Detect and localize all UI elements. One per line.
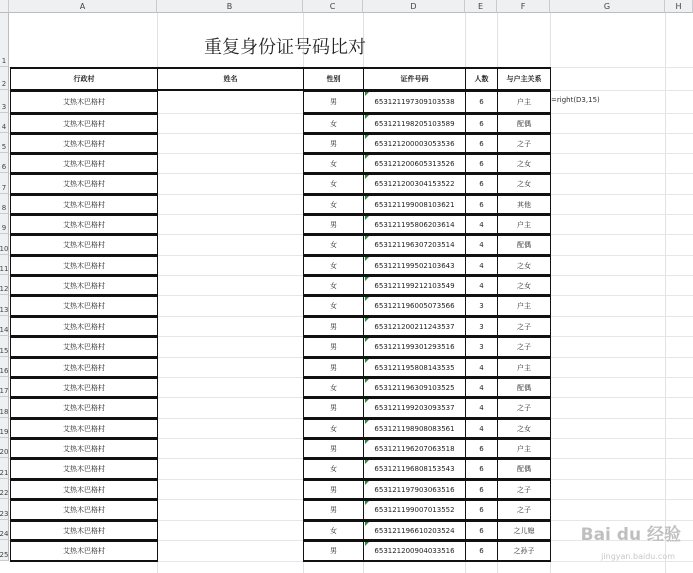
row-header-12[interactable]: 12	[0, 275, 9, 295]
name-cell[interactable]	[157, 173, 304, 195]
name-cell[interactable]	[157, 438, 304, 459]
number-stored-as-text-indicator[interactable]	[365, 216, 369, 220]
count-cell[interactable]: 6	[465, 194, 498, 215]
village-cell[interactable]: 艾热木巴格村	[10, 173, 158, 195]
row-header-2[interactable]: 2	[0, 67, 9, 90]
name-cell[interactable]	[157, 540, 304, 562]
village-cell[interactable]: 艾热木巴格村	[10, 90, 158, 114]
gridline-vertical	[665, 13, 666, 573]
village-cell[interactable]: 艾热木巴格村	[10, 336, 158, 358]
row-header-10[interactable]: 10	[0, 234, 9, 255]
column-header-e[interactable]: E	[465, 0, 497, 13]
gender-cell[interactable]: 女	[303, 173, 364, 195]
column-header-a[interactable]: A	[9, 0, 157, 13]
count-cell[interactable]: 3	[465, 295, 498, 317]
row-header-22[interactable]: 22	[0, 479, 9, 499]
number-stored-as-text-indicator[interactable]	[365, 277, 369, 281]
name-cell[interactable]	[157, 90, 304, 114]
row-header-4[interactable]: 4	[0, 113, 9, 133]
village-cell[interactable]: 艾热木巴格村	[10, 153, 158, 174]
relation-cell[interactable]: 户主	[497, 214, 551, 235]
village-cell[interactable]: 艾热木巴格村	[10, 520, 158, 541]
table-header-cell[interactable]: 姓名	[157, 67, 304, 91]
village-cell[interactable]: 艾热木巴格村	[10, 214, 158, 235]
table-header-cell[interactable]: 性别	[303, 67, 364, 91]
gender-cell[interactable]: 男	[303, 316, 364, 337]
row-header-21[interactable]: 21	[0, 458, 9, 479]
number-stored-as-text-indicator[interactable]	[365, 196, 369, 200]
number-stored-as-text-indicator[interactable]	[365, 257, 369, 261]
name-cell[interactable]	[157, 377, 304, 398]
sheet-title: 重复身份证号码比对	[204, 37, 366, 58]
name-cell[interactable]	[157, 458, 304, 480]
village-cell[interactable]: 艾热木巴格村	[10, 316, 158, 337]
gender-cell[interactable]: 男	[303, 397, 364, 419]
number-stored-as-text-indicator[interactable]	[365, 542, 369, 546]
row-header-7[interactable]: 7	[0, 173, 9, 194]
gender-cell[interactable]: 男	[303, 133, 364, 154]
gender-cell[interactable]: 女	[303, 255, 364, 276]
id-number-cell[interactable]: 653121199502103643	[363, 255, 466, 276]
relation-cell[interactable]: 之女	[497, 418, 551, 439]
table-header-cell[interactable]: 人数	[465, 67, 498, 91]
row-header-6[interactable]: 6	[0, 153, 9, 173]
row-header-3[interactable]: 3	[0, 90, 9, 113]
number-stored-as-text-indicator[interactable]	[365, 359, 369, 363]
name-cell[interactable]	[157, 316, 304, 337]
id-number-cell[interactable]: 653121196005073566	[363, 295, 466, 317]
count-cell[interactable]: 6	[465, 520, 498, 541]
village-cell[interactable]: 艾热木巴格村	[10, 194, 158, 215]
count-cell[interactable]: 6	[465, 113, 498, 134]
id-number-cell[interactable]: 653121197309103538	[363, 90, 466, 114]
gender-cell[interactable]: 男	[303, 90, 364, 114]
gender-cell[interactable]: 女	[303, 194, 364, 215]
relation-cell[interactable]: 之子	[497, 479, 551, 500]
name-cell[interactable]	[157, 418, 304, 439]
gender-cell[interactable]: 女	[303, 520, 364, 541]
id-number-cell[interactable]: 653121196610203524	[363, 520, 466, 541]
id-number-cell[interactable]: 653121200304153522	[363, 173, 466, 195]
village-cell[interactable]: 艾热木巴格村	[10, 255, 158, 276]
id-number-cell[interactable]: 653121196309103525	[363, 377, 466, 398]
village-cell[interactable]: 艾热木巴格村	[10, 540, 158, 562]
relation-cell[interactable]: 之女	[497, 153, 551, 174]
gender-cell[interactable]: 男	[303, 357, 364, 378]
name-cell[interactable]	[157, 153, 304, 174]
row-header-17[interactable]: 17	[0, 377, 9, 397]
number-stored-as-text-indicator[interactable]	[365, 399, 369, 403]
count-cell[interactable]: 4	[465, 234, 498, 256]
gender-cell[interactable]: 男	[303, 438, 364, 459]
count-cell[interactable]: 6	[465, 458, 498, 480]
relation-cell[interactable]: 之孙子	[497, 540, 551, 562]
village-cell[interactable]: 艾热木巴格村	[10, 295, 158, 317]
relation-cell[interactable]: 其他	[497, 194, 551, 215]
village-cell[interactable]: 艾热木巴格村	[10, 133, 158, 154]
number-stored-as-text-indicator[interactable]	[365, 318, 369, 322]
village-cell[interactable]: 艾热木巴格村	[10, 438, 158, 459]
village-cell[interactable]: 艾热木巴格村	[10, 357, 158, 378]
village-cell[interactable]: 艾热木巴格村	[10, 113, 158, 134]
relation-cell[interactable]: 之子	[497, 133, 551, 154]
id-number-cell[interactable]: 653121200003053536	[363, 133, 466, 154]
name-cell[interactable]	[157, 479, 304, 500]
gender-cell[interactable]: 女	[303, 234, 364, 256]
row-header-5[interactable]: 5	[0, 133, 9, 153]
count-cell[interactable]: 4	[465, 377, 498, 398]
relation-cell[interactable]: 户主	[497, 295, 551, 317]
row-header-20[interactable]: 20	[0, 438, 9, 458]
id-number-cell[interactable]: 653121197903063516	[363, 479, 466, 500]
count-cell[interactable]: 4	[465, 418, 498, 439]
id-number-cell[interactable]: 653121196207063518	[363, 438, 466, 459]
id-number-cell[interactable]: 653121200904033516	[363, 540, 466, 562]
gender-cell[interactable]: 女	[303, 153, 364, 174]
row-header-23[interactable]: 23	[0, 499, 9, 520]
row-header-24[interactable]: 24	[0, 520, 9, 540]
relation-cell[interactable]: 之子	[497, 397, 551, 419]
village-cell[interactable]: 艾热木巴格村	[10, 458, 158, 480]
number-stored-as-text-indicator[interactable]	[365, 481, 369, 485]
count-cell[interactable]: 6	[465, 153, 498, 174]
column-header-h[interactable]: H	[665, 0, 693, 13]
number-stored-as-text-indicator[interactable]	[365, 297, 369, 301]
row-header-11[interactable]: 11	[0, 255, 9, 275]
select-all-corner[interactable]	[0, 0, 9, 13]
gender-cell[interactable]: 女	[303, 377, 364, 398]
gender-cell[interactable]: 男	[303, 479, 364, 500]
count-cell[interactable]: 6	[465, 90, 498, 114]
number-stored-as-text-indicator[interactable]	[365, 379, 369, 383]
relation-cell[interactable]: 之儿媳	[497, 520, 551, 541]
count-cell[interactable]: 3	[465, 336, 498, 358]
row-header-18[interactable]: 18	[0, 397, 9, 418]
count-cell[interactable]: 4	[465, 275, 498, 296]
relation-cell[interactable]: 户主	[497, 90, 551, 114]
name-cell[interactable]	[157, 295, 304, 317]
name-cell[interactable]	[157, 275, 304, 296]
row-header-15[interactable]: 15	[0, 336, 9, 357]
name-cell[interactable]	[157, 194, 304, 215]
gender-cell[interactable]: 男	[303, 499, 364, 521]
number-stored-as-text-indicator[interactable]	[365, 135, 369, 139]
formula-cell-g3[interactable]: =right(D3,15)	[551, 96, 600, 104]
id-number-cell[interactable]: 653121199007013552	[363, 499, 466, 521]
number-stored-as-text-indicator[interactable]	[365, 236, 369, 240]
number-stored-as-text-indicator[interactable]	[365, 420, 369, 424]
id-number-cell[interactable]: 653121196808153543	[363, 458, 466, 480]
row-header-16[interactable]: 16	[0, 357, 9, 377]
count-cell[interactable]: 4	[465, 357, 498, 378]
column-header-f[interactable]: F	[497, 0, 550, 13]
id-number-cell[interactable]: 653121196307203514	[363, 234, 466, 256]
count-cell[interactable]: 4	[465, 397, 498, 419]
relation-cell[interactable]: 配偶	[497, 113, 551, 134]
name-cell[interactable]	[157, 113, 304, 134]
number-stored-as-text-indicator[interactable]	[365, 501, 369, 505]
column-header-c[interactable]: C	[303, 0, 363, 13]
id-number-cell[interactable]: 653121198908083561	[363, 418, 466, 439]
number-stored-as-text-indicator[interactable]	[365, 338, 369, 342]
table-header-cell[interactable]: 与户主关系	[497, 67, 551, 91]
id-number-cell[interactable]: 653121199008103621	[363, 194, 466, 215]
table-header-cell[interactable]: 行政村	[10, 67, 158, 91]
village-cell[interactable]: 艾热木巴格村	[10, 275, 158, 296]
name-cell[interactable]	[157, 397, 304, 419]
number-stored-as-text-indicator[interactable]	[365, 155, 369, 159]
village-cell[interactable]: 艾热木巴格村	[10, 479, 158, 500]
row-header-9[interactable]: 9	[0, 214, 9, 234]
name-cell[interactable]	[157, 214, 304, 235]
number-stored-as-text-indicator[interactable]	[365, 440, 369, 444]
name-cell[interactable]	[157, 336, 304, 358]
relation-cell[interactable]: 之子	[497, 336, 551, 358]
gender-cell[interactable]: 女	[303, 113, 364, 134]
count-cell[interactable]: 6	[465, 173, 498, 195]
id-number-cell[interactable]: 653121199212103549	[363, 275, 466, 296]
id-number-cell[interactable]: 653121199301293516	[363, 336, 466, 358]
name-cell[interactable]	[157, 234, 304, 256]
relation-cell[interactable]: 之女	[497, 173, 551, 195]
relation-cell[interactable]: 配偶	[497, 234, 551, 256]
relation-cell[interactable]: 户主	[497, 357, 551, 378]
gender-cell[interactable]: 女	[303, 418, 364, 439]
count-cell[interactable]: 6	[465, 499, 498, 521]
village-cell[interactable]: 艾热木巴格村	[10, 499, 158, 521]
count-cell[interactable]: 4	[465, 255, 498, 276]
id-number-cell[interactable]: 653121195808143535	[363, 357, 466, 378]
number-stored-as-text-indicator[interactable]	[365, 115, 369, 119]
gender-cell[interactable]: 女	[303, 275, 364, 296]
relation-cell[interactable]: 之女	[497, 255, 551, 276]
column-header-b[interactable]: B	[157, 0, 303, 13]
baidu-watermark: Bai du 经验	[580, 525, 681, 545]
column-header-g[interactable]: G	[550, 0, 665, 13]
row-header-14[interactable]: 14	[0, 316, 9, 336]
relation-cell[interactable]: 之子	[497, 499, 551, 521]
count-cell[interactable]: 3	[465, 316, 498, 337]
relation-cell[interactable]: 配偶	[497, 377, 551, 398]
count-cell[interactable]: 6	[465, 438, 498, 459]
gender-cell[interactable]: 男	[303, 214, 364, 235]
id-number-cell[interactable]: 653121200211243537	[363, 316, 466, 337]
id-number-cell[interactable]: 653121198205103589	[363, 113, 466, 134]
name-cell[interactable]	[157, 133, 304, 154]
id-number-cell[interactable]: 653121195806203614	[363, 214, 466, 235]
table-header-cell[interactable]: 证件号码	[363, 67, 466, 91]
name-cell[interactable]	[157, 499, 304, 521]
id-number-cell[interactable]: 653121200605313526	[363, 153, 466, 174]
number-stored-as-text-indicator[interactable]	[365, 522, 369, 526]
row-header-13[interactable]: 13	[0, 295, 9, 316]
number-stored-as-text-indicator[interactable]	[365, 460, 369, 464]
village-cell[interactable]: 艾热木巴格村	[10, 397, 158, 419]
count-cell[interactable]: 6	[465, 133, 498, 154]
number-stored-as-text-indicator[interactable]	[365, 92, 369, 96]
relation-cell[interactable]: 配偶	[497, 458, 551, 480]
count-cell[interactable]: 4	[465, 214, 498, 235]
row-header-8[interactable]: 8	[0, 194, 9, 214]
name-cell[interactable]	[157, 520, 304, 541]
relation-cell[interactable]: 户主	[497, 438, 551, 459]
gender-cell[interactable]: 女	[303, 295, 364, 317]
count-cell[interactable]: 6	[465, 479, 498, 500]
row-header-25[interactable]: 25	[0, 540, 9, 561]
name-cell[interactable]	[157, 255, 304, 276]
row-header-19[interactable]: 19	[0, 418, 9, 438]
village-cell[interactable]: 艾热木巴格村	[10, 418, 158, 439]
row-header-1[interactable]: 1	[0, 13, 9, 67]
gender-cell[interactable]: 男	[303, 540, 364, 562]
gender-cell[interactable]: 女	[303, 458, 364, 480]
id-number-cell[interactable]: 653121199203093537	[363, 397, 466, 419]
relation-cell[interactable]: 之女	[497, 275, 551, 296]
gender-cell[interactable]: 男	[303, 336, 364, 358]
column-header-d[interactable]: D	[363, 0, 465, 13]
count-cell[interactable]: 6	[465, 540, 498, 562]
village-cell[interactable]: 艾热木巴格村	[10, 234, 158, 256]
baidu-watermark-url: jingyan.baidu.com	[601, 552, 675, 561]
name-cell[interactable]	[157, 357, 304, 378]
number-stored-as-text-indicator[interactable]	[365, 175, 369, 179]
village-cell[interactable]: 艾热木巴格村	[10, 377, 158, 398]
relation-cell[interactable]: 之子	[497, 316, 551, 337]
